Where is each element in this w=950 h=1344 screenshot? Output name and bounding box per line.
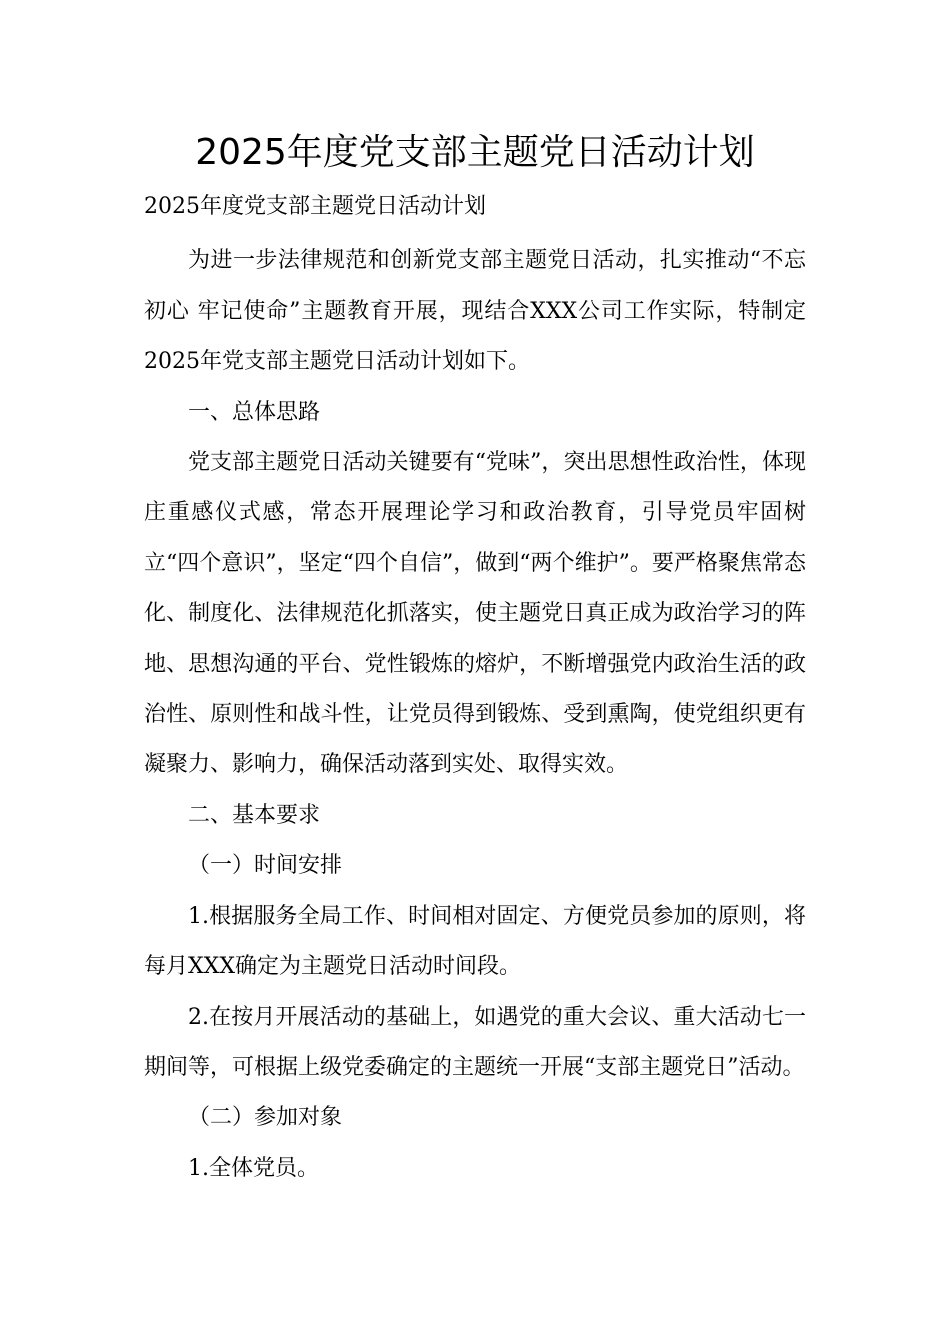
section-heading-overall: 一、总体思路 bbox=[188, 399, 321, 425]
document-subtitle: 2025年度党支部主题党日活动计划 bbox=[144, 194, 486, 219]
document-body bbox=[144, 182, 806, 1194]
participants-item-1: 1.全体党员。 bbox=[188, 1155, 319, 1181]
section-heading-requirements: 二、基本要求 bbox=[188, 802, 321, 828]
subsection-heading-participants: （二）参加对象 bbox=[188, 1105, 343, 1131]
subsection-heading-schedule: （一）时间安排 bbox=[188, 853, 343, 879]
schedule-item-1: 1.根据服务全局工作、时间相对固定、方便党员参加的原则，将每月XXX确定为主题党日活动时间段。 bbox=[144, 903, 806, 980]
overall-paragraph: 党支部主题党日活动关键要有“党味”，突出思想性政治性，体现庄重感仪式感，常态开展理论学习和政治教育，引导党员牢固树立“四个意识”，坚定“四个自信”，做到“两个维护”。要严格聚焦常态化、制度化、法律规范化抓落实，使主题党日真正成为政治学习的阵地、思想沟通的平台、党性锻炼的熔炉，不断增强党内政治生活的政治性、原则性和战斗性，让党员得到锻炼、受到熏陶，使党组织更有凝聚力、影响力，确保活动落到实处、取得实效。 bbox=[144, 450, 806, 778]
document-title: 2025年度党支部主题党日活动计划 bbox=[195, 132, 755, 173]
schedule-item-2: 2.在按月开展活动的基础上，如遇党的重大会议、重大活动七一期间等，可根据上级党委确定的主题统一开展“支部主题党日”活动。 bbox=[144, 1004, 806, 1080]
intro-paragraph: 为进一步法律规范和创新党支部主题党日活动，扎实推动“不忘初心 牢记使命”主题教育开展，现结合XXX公司工作实际，特制定2025年党支部主题党日活动计划如下。 bbox=[144, 248, 806, 375]
